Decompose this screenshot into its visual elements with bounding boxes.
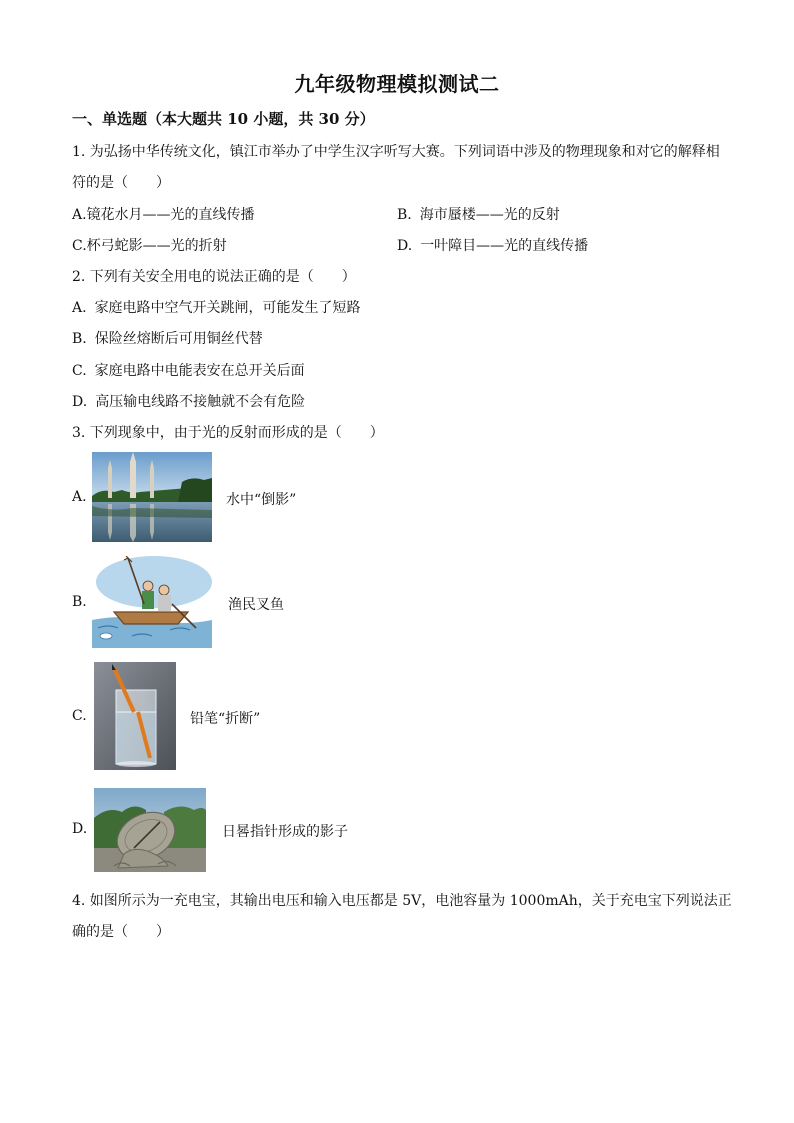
exam-page: 九年级物理模拟测试二 一、单选题（本大题共 10 小题，共 30 分） 1. 为弘扬中华传统文化，镇江市举办了中学生汉字听写大赛。下列词语中涉及的物理现象和对它的解释相 符的是（ ） A.镜花水月——光的直线传播 B. 海市蜃楼——光的反射 C.杯弓蛇影——光的折射 D. 一叶障目——光的直线传播 2. 下列有关安全用电的说法正确的是（ ） A. 家庭电路中空气开关跳闸，可能发生了短路 B. 保险丝熔断后可用铜丝代替 C. 家庭电路中电能表安在总开关后面 D. 高压输电线路不接触就不会有危险 3. 下列现象中，由于光的反射而形成的是（ ） A. 水中“倒影” B. 渔民叉鱼 C. 铅笔“折断” D. 日晷指针形成的影子 4. 如图所示为一充电宝，其输出电压和输入电压都是 5V，电池容量为 1000mAh，关于充电宝下列说法正 确的是（ ） [0,0,794,1123]
question-1-stem-line2: 符的是（ ） [72,175,170,191]
question-1-options-row1 [72,204,732,224]
section-heading: 一、单选题（本大题共 10 小题，共 30 分） [72,110,375,128]
option-a[interactable]: A.镜花水月——光的直线传播 [72,207,255,223]
option-c[interactable]: C.杯弓蛇影——光的折射 [72,238,227,254]
sundial-image [94,788,206,872]
question-2-option-b[interactable]: B. 保险丝熔断后可用铜丝代替 [72,331,263,347]
question-4-stem-line1: 4. 如图所示为一充电宝，其输出电压和输入电压都是 5V，电池容量为 1000mAh，关于充电宝下列说法正 [72,893,732,909]
pencil-in-glass-image [94,662,176,770]
option-d[interactable]: D. 一叶障目——光的直线传播 [397,238,589,254]
question-1-options-row2 [72,235,732,255]
page-title: 九年级物理模拟测试二 [294,72,500,96]
option-b[interactable]: B. 海市蜃楼——光的反射 [397,207,560,223]
question-1-stem-line1: 1. 为弘扬中华传统文化，镇江市举办了中学生汉字听写大赛。下列词语中涉及的物理现象和对它的解释相 [72,144,720,160]
question-2-option-a[interactable]: A. 家庭电路中空气开关跳闸，可能发生了短路 [72,300,361,316]
question-3-stem: 3. 下列现象中，由于光的反射而形成的是（ ） [72,425,384,441]
question-2-option-c[interactable]: C. 家庭电路中电能表安在总开关后面 [72,363,305,379]
pagoda-reflection-image [92,452,212,542]
question-4-stem-line2: 确的是（ ） [72,924,170,940]
fisherman-spear-image [92,556,212,648]
question-2-option-d[interactable]: D. 高压输电线路不接触就不会有危险 [72,394,306,410]
question-2-stem: 2. 下列有关安全用电的说法正确的是（ ） [72,269,356,285]
